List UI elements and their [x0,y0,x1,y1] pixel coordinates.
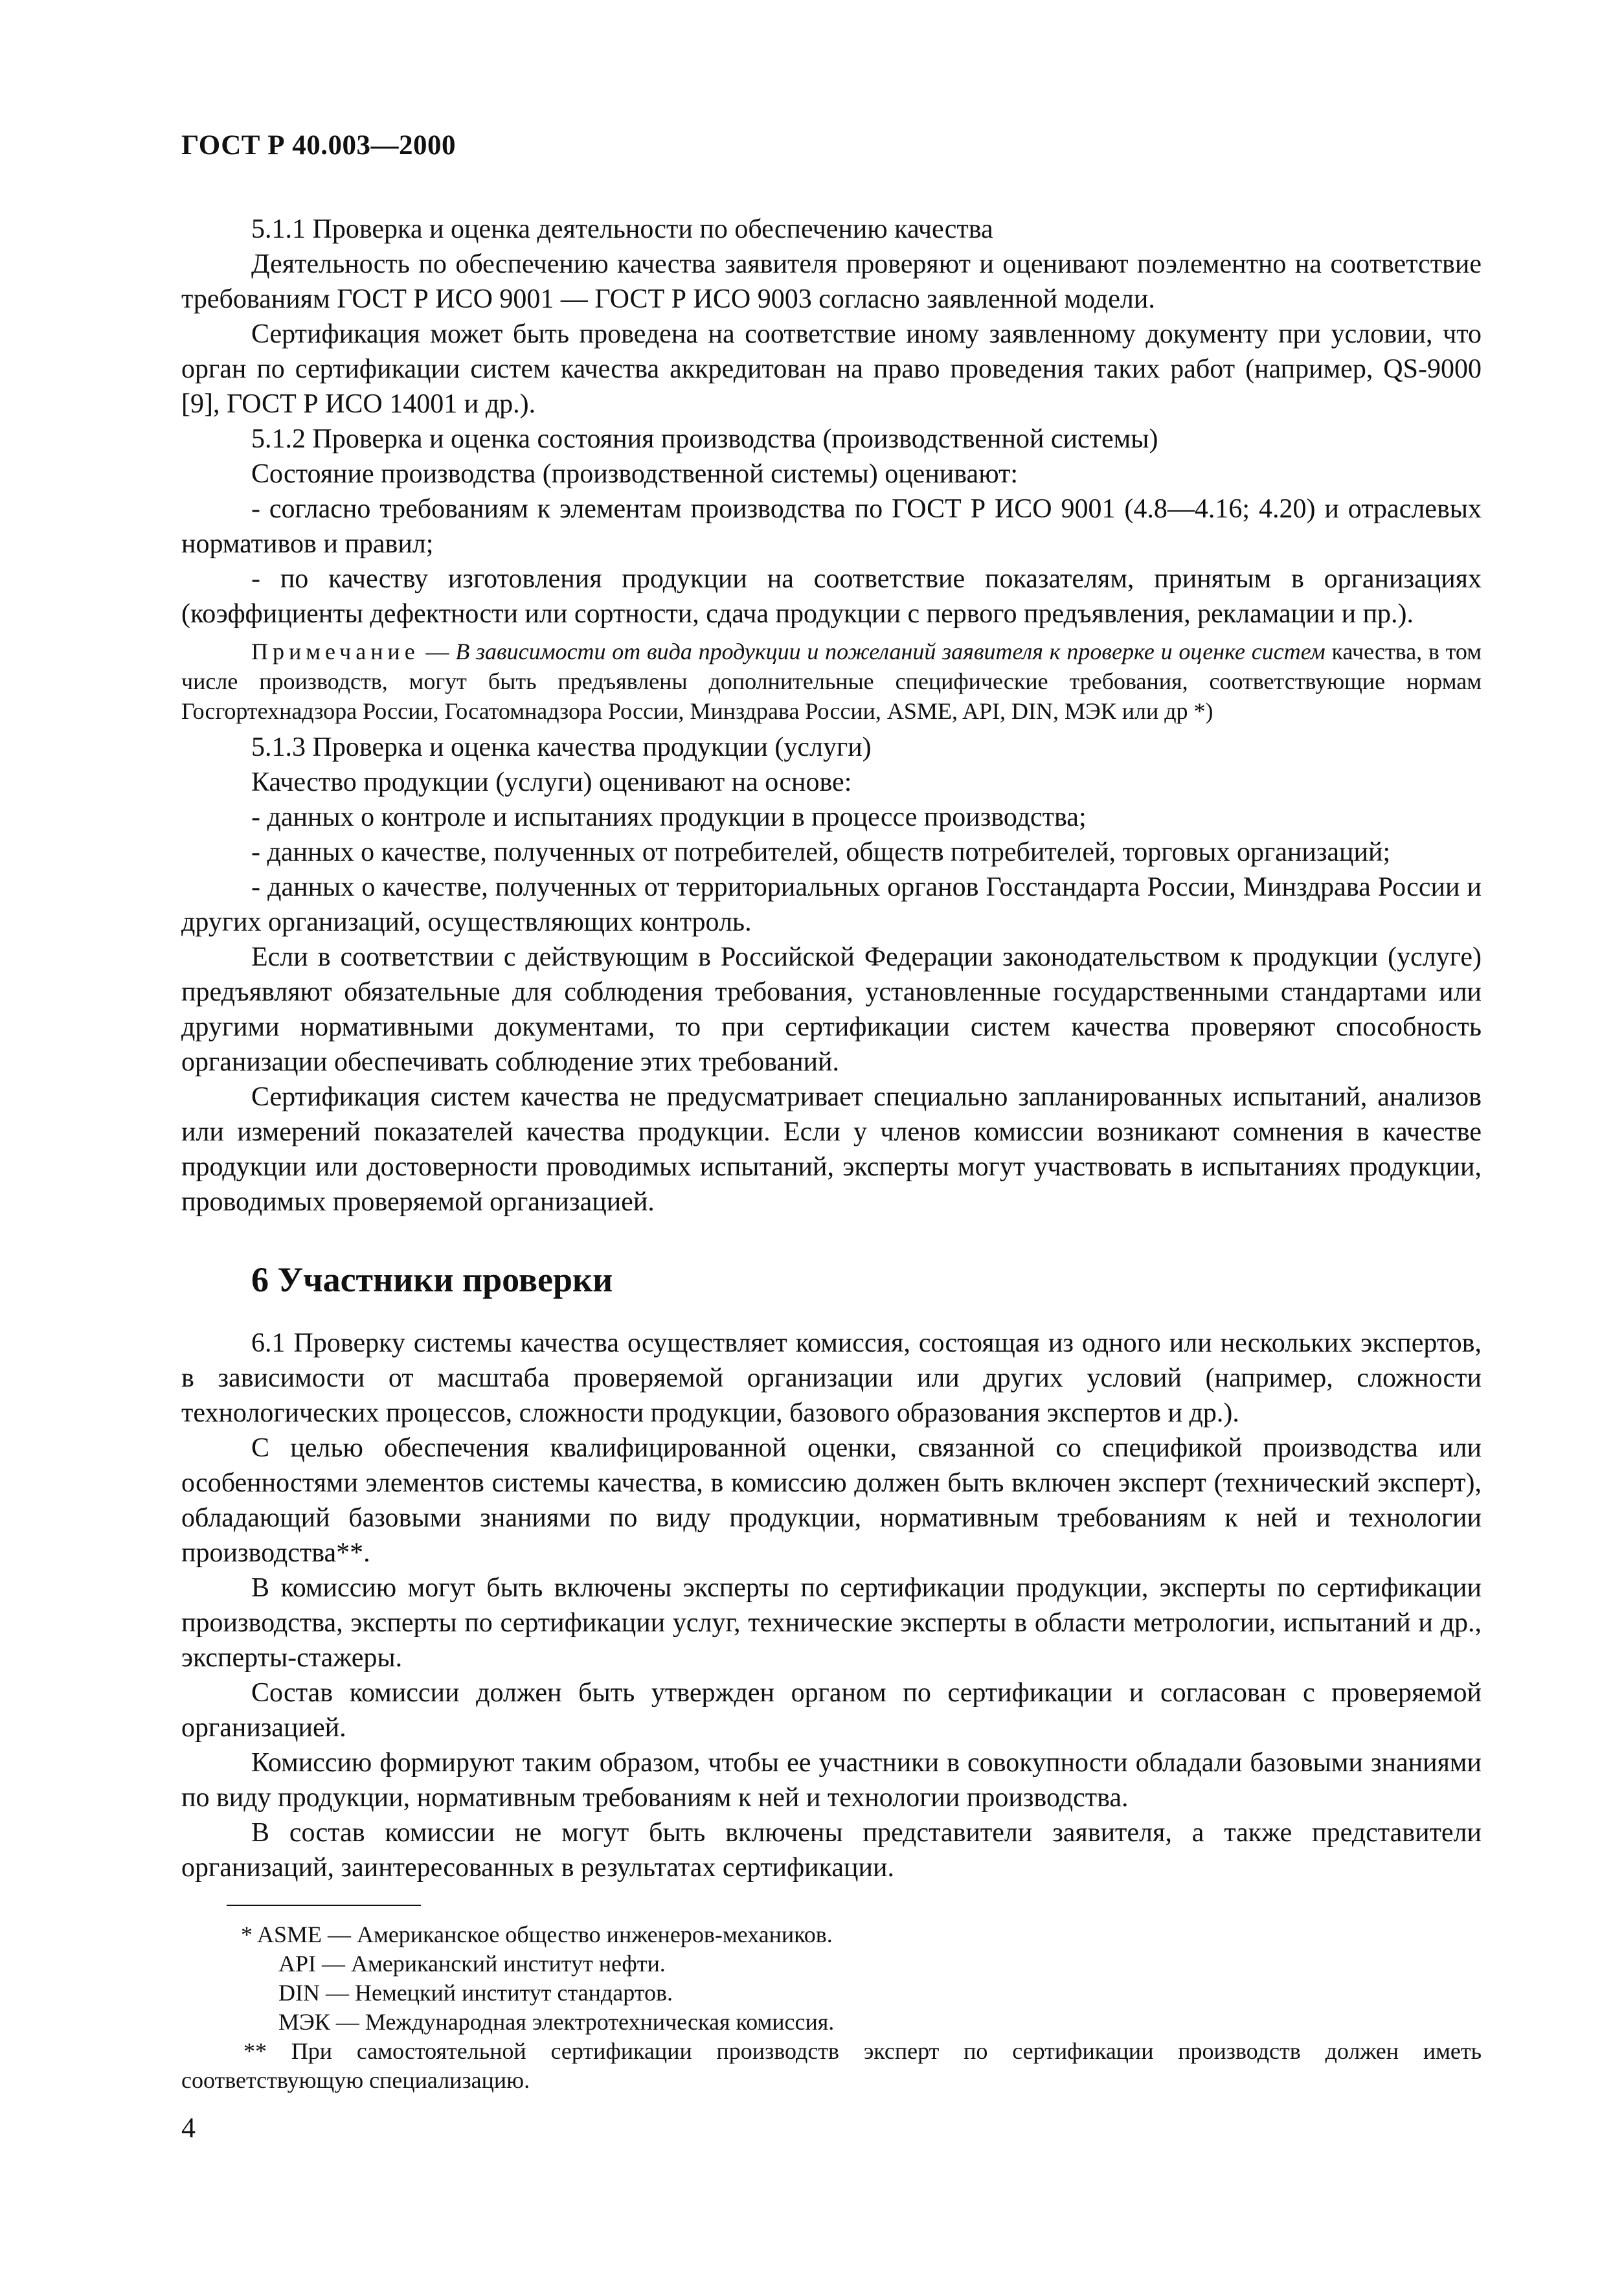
clause-5-1-1-title: 5.1.1 Проверка и оценка деятельности по обеспечению качества [251,214,993,244]
list-item: - данных о качестве, полученных от территориальных органов Госстандарта России, Минздрава России и других организаций, осуществляющих контроль. [181,872,1482,937]
paragraph: Сертификация систем качества не предусматривает специально запланированных испытаний, анализов или измерений показателей качества продукции. Если у членов комиссии возникают сомнения в качестве продукции или достоверности проводимых испытаний, эксперты могут участвовать в испытаниях продукции, проводимых проверяемой организацией. [181,1082,1482,1217]
paragraph: Деятельность по обеспечению качества заявителя проверяют и оценивают поэлементно на соответствие требованиям ГОСТ Р ИСО 9001 — ГОСТ Р ИСО 9003 согласно заявленной модели. [181,249,1482,314]
footnote: ** При самостоятельной сертификации производств эксперт по сертификации производств должен иметь соответствующую специализацию. [181,2038,1482,2093]
note [181,637,1482,726]
footnote: МЭК — Международная электротехническая комиссия. [278,2009,835,2035]
list-item: - данных о качестве, полученных от потребителей, обществ потребителей, торговых организаций; [251,837,1391,867]
paragraph: Состав комиссии должен быть утвержден органом по сертификации и согласован с проверяемой организацией. [181,1678,1482,1743]
footnote: DIN — Немецкий институт стандартов. [278,1980,673,2006]
page-number: 4 [181,2112,196,2144]
footnote: * ASME — Американское общество инженеров-механиков. [241,1922,833,1947]
document-page [181,130,1482,2095]
section-6-title: 6 Участники проверки [251,1260,613,1299]
note-text: качества, в том числе производств, могут быть предъявлены дополнительные специфические требования, соответствующие нормам Госгортехнадзора России, Госатомнадзора России, Минздрава России, ASME, API, DIN, МЭК или др *) [181,639,1482,724]
paragraph: С целью обеспечения квалифицированной оценки, связанной со спецификой производства или особенностями элементов системы качества, в комиссию должен быть включен эксперт (технический эксперт), обладающий базовыми знаниями по виду продукции, нормативным требованиям к ней и технологии производства**. [181,1433,1482,1568]
list-item: - по качеству изготовления продукции на соответствие показателям, принятым в организациях (коэффициенты дефектности или сортности, сдача продукции с первого предъявления, рекламации и пр.). [181,564,1482,629]
paragraph: 6.1 Проверку системы качества осуществляет комиссия, состоящая из одного или нескольких экспертов, в зависимости от масштаба проверяемой организации или других условий (например, сложности технологических процессов, сложности продукции, базового образования экспертов и др.). [181,1328,1482,1428]
paragraph: Состояние производства (производственной системы) оценивают: [251,459,1019,489]
note-dash: — [419,639,456,664]
paragraph: Качество продукции (услуги) оценивают на основе: [251,767,852,797]
clause-5-1-3-title: 5.1.3 Проверка и оценка качества продукции (услуги) [251,732,872,762]
clause-5-1-2-title: 5.1.2 Проверка и оценка состояния производства (производственной системы) [251,424,1158,454]
list-item: - данных о контроле и испытаниях продукции в процессе производства; [251,802,1087,832]
list-item: - согласно требованиям к элементам производства по ГОСТ Р ИСО 9001 (4.8—4.16; 4.20) и отраслевых нормативов и правил; [181,494,1482,559]
footnote-divider [227,1905,421,1906]
paragraph: Сертификация может быть проведена на соответствие иному заявленному документу при условии, что орган по сертификации систем качества аккредитован на право проведения таких работ (например, QS-9000 [9], ГОСТ Р ИСО 14001 и др.). [181,319,1482,419]
footnote: API — Американский институт нефти. [278,1951,666,1977]
note-italic-text: В зависимости от вида продукции и пожеланий заявителя к проверке и оценке систем [455,639,1325,664]
paragraph: В состав комиссии не могут быть включены представители заявителя, а также представители организаций, заинтересованных в результатах сертификации. [181,1818,1482,1883]
document-id: ГОСТ Р 40.003—2000 [181,130,457,161]
paragraph: Если в соответствии с действующим в Российской Федерации законодательством к продукции (услуге) предъявляют обязательные для соблюдения требования, установленные государственными стандартами или другими нормативными документами, то при сертификации систем качества проверяют способность организации обеспечивать соблюдение этих требований. [181,942,1482,1077]
paragraph: Комиссию формируют таким образом, чтобы ее участники в совокупности обладали базовыми знаниями по виду продукции, нормативным требованиям к ней и технологии производства. [181,1748,1482,1813]
paragraph: В комиссию могут быть включены эксперты по сертификации продукции, эксперты по сертификации производства, эксперты по сертификации услуг, технические эксперты в области метрологии, испытаний и др., эксперты-стажеры. [181,1573,1482,1673]
note-label: Примечание [251,639,420,664]
